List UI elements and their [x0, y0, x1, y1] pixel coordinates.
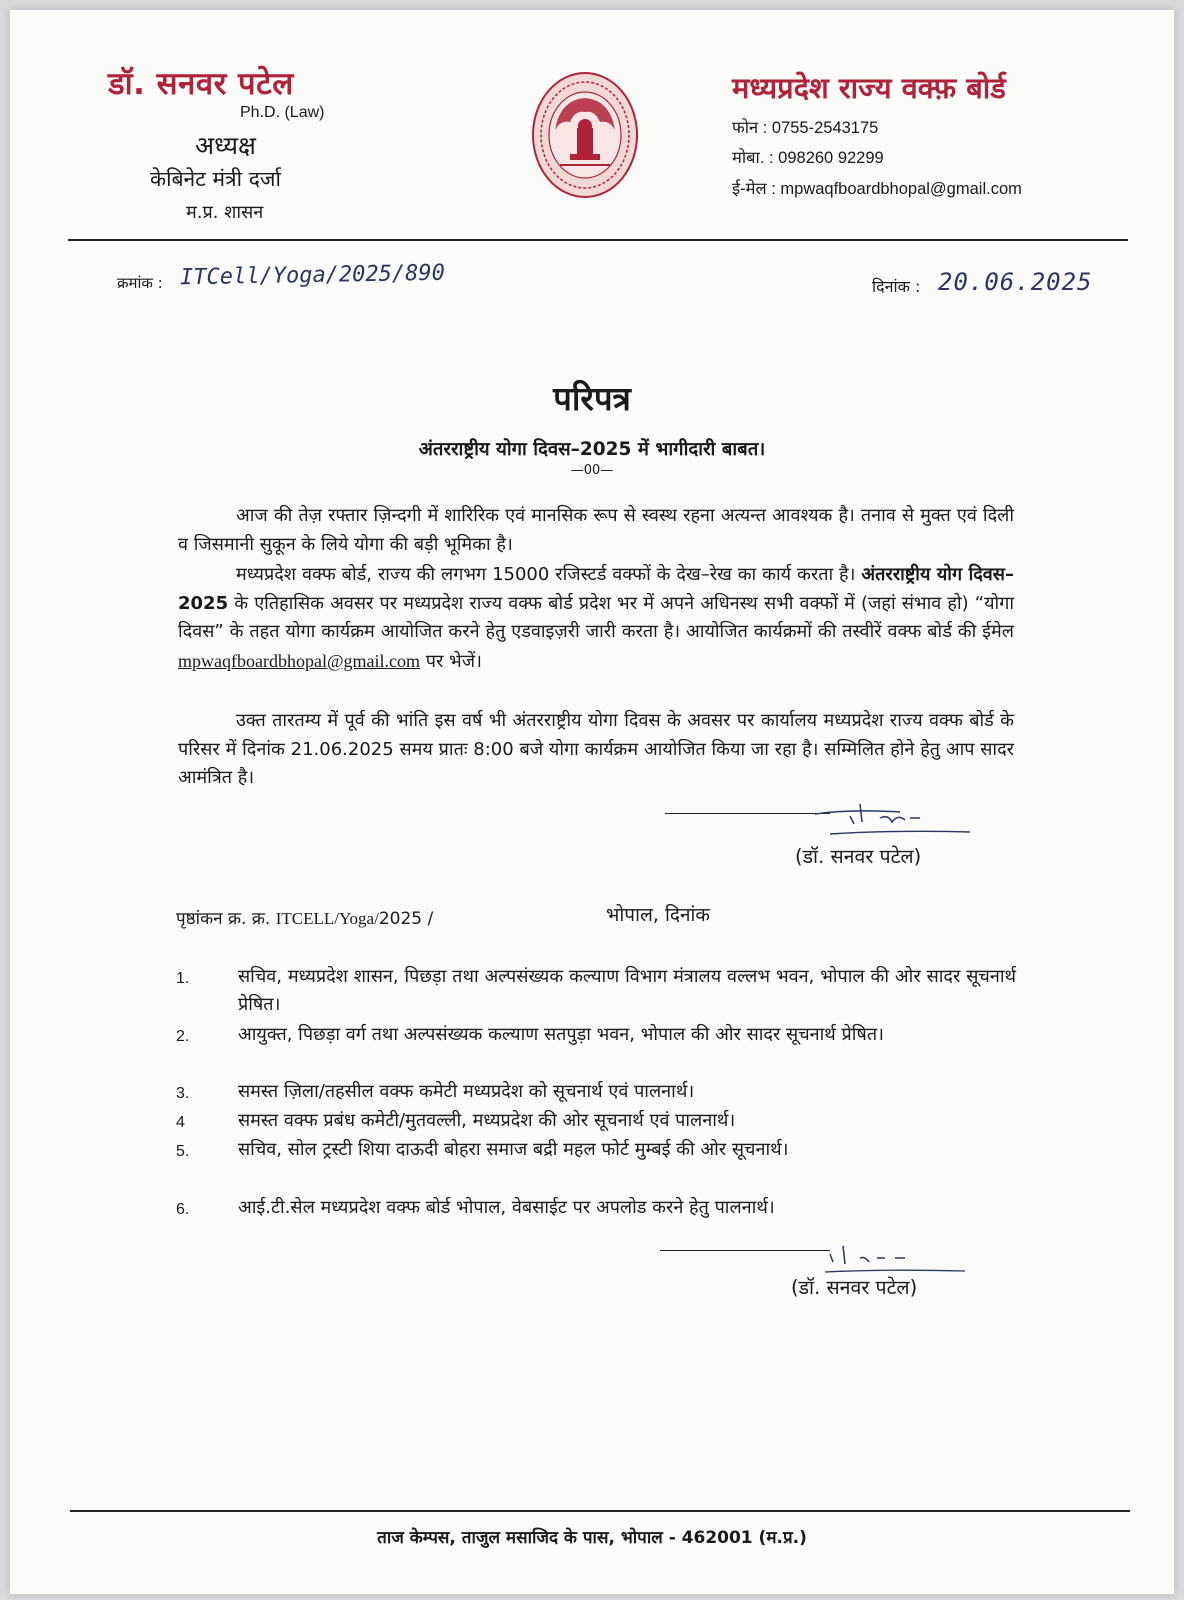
- date-label: दिनांक :: [872, 277, 921, 296]
- paragraph-1: आज की तेज़ रफ्तार ज़िन्दगी में शारिरिक एवं मानसिक रूप से स्वस्थ रहना अत्यन्त आवश्यक है। तनाव से मुक्त एवं दिली व जिसमानी सुकून के लिये योगा की बड़ी भूमिका है।: [178, 505, 1014, 555]
- chairman-rank: केबिनेट मंत्री दर्जा: [150, 167, 281, 191]
- board-phone: फोन : 0755-2543175: [732, 119, 879, 137]
- board-email: ई-मेल : mpwaqfboardbhopal@gmail.com: [732, 180, 1022, 198]
- endorsement-ref-year: 2025 /: [378, 909, 434, 929]
- paragraph-2: [178, 561, 1014, 676]
- list-item: 6. आई.टी.सेल मध्यप्रदेश वक्फ बोर्ड भोपाल, वेबसाईट पर अपलोड करने हेतु पालनार्थ।: [176, 1197, 775, 1218]
- endorsement-ref-code: ITCELL/Yoga/: [275, 909, 379, 928]
- circular-title: परिपत्र: [553, 379, 631, 418]
- reference-number-handwritten: ITCell/Yoga/2025/890: [179, 260, 446, 291]
- chairman-designation: अध्यक्ष: [195, 131, 256, 160]
- board-mobile: मोबा. : 098260 92299: [732, 149, 884, 167]
- paragraph-3: उक्त तारतम्य में पूर्व की भांति इस वर्ष भी अंतरराष्ट्रीय योगा दिवस के अवसर पर कार्यालय मध्यप्रदेश राज्य वक्फ बोर्ड के परिसर में दिनांक 21.06.2025 समय प्रातः 8:00 बजे योगा कार्यक्रम आयोजित किया जा रहा है। सम्मिलित होने हेतु आप सादर आमंत्रित है।: [178, 710, 1014, 788]
- circular-subject: अंतरराष्ट्रीय योगा दिवस–2025 में भागीदारी बाबत।: [418, 439, 766, 460]
- list-item: 4 समस्त वक्फ प्रबंध कमेटी/मुतवल्ली, मध्यप्रदेश की ओर सूचनार्थ एवं पालनार्थ।: [176, 1110, 736, 1131]
- list-item: 3. समस्त ज़िला/तहसील वक्फ कमेटी मध्यप्रदेश को सूचनार्थ एवं पालनार्थ।: [176, 1081, 695, 1102]
- board-name: मध्यप्रदेश राज्य वक्फ़ बोर्ड: [732, 71, 1006, 105]
- signatory-name-2: (डॉ. सनवर पटेल): [791, 1276, 918, 1299]
- paragraph-2-part-a: मध्यप्रदेश वक्फ बोर्ड, राज्य की लगभग 15000 रजिस्टर्ड वक्फों के देख–रेख का कार्य करता है।: [236, 564, 856, 585]
- chairman-name: डॉ. सनवर पटेल: [108, 66, 294, 102]
- letter-page: [10, 10, 1174, 1594]
- government-label: म.प्र. शासन: [186, 202, 264, 223]
- endorsement-ref-prefix: पृष्ठांकन क्र. क्र.: [176, 909, 271, 929]
- paragraph-2-part-b: के एतिहासिक अवसर पर मध्यप्रदेश राज्य वक्फ बोर्ड प्रदेश भर में अपने अधिनस्थ सभी वक्फों में (जहां संभाव हो) “योगा दिवस” के तहत योगा कार्यक्रम आयोजित करने हेतु एडवाइज़री जारी करता है। आयोजित कार्यक्रमों की तस्वीरें वक्फ बोर्ड की ईमेल: [178, 592, 1014, 642]
- list-item: 5. सचिव, सोल ट्रस्टी शिया दाऊदी बोहरा समाज बद्री महल फोर्ट मुम्बई की ओर सूचनार्थ।: [176, 1139, 789, 1160]
- state-emblem-seal-icon: [530, 70, 640, 200]
- reference-label: क्रमांक :: [117, 274, 163, 292]
- footer-divider: [70, 1510, 1130, 1512]
- paragraph-2-email-link[interactable]: mpwaqfboardbhopal@gmail.com: [178, 650, 421, 671]
- date-value-handwritten: 20.06.2025: [938, 268, 1093, 296]
- list-item: 2. आयुक्त, पिछड़ा वर्ग तथा अल्पसंख्यक कल्याण सतपुड़ा भवन, भोपाल की ओर सादर सूचनार्थ प्रेषित।: [176, 1024, 884, 1045]
- endorsement-reference: [176, 906, 433, 929]
- header-divider: [68, 239, 1128, 241]
- subject-separator: —00—: [570, 463, 614, 478]
- list-item: 1. सचिव, मध्यप्रदेश शासन, पिछड़ा तथा अल्पसंख्यक कल्याण विभाग मंत्रालय वल्लभ भवन, भोपाल की ओर सादर सूचनार्थ प्रेषित।: [176, 966, 1016, 1015]
- paragraph-2-part-c: पर भेजें।: [425, 650, 482, 672]
- footer-address: ताज केम्पस, ताजुल मसाजिद के पास, भोपाल - 462001 (म.प्र.): [377, 1528, 807, 1548]
- chairman-degree: Ph.D. (Law): [240, 104, 325, 121]
- signatory-name-1: (डॉ. सनवर पटेल): [795, 845, 922, 868]
- endorsement-place-date: भोपाल, दिनांक: [606, 904, 711, 926]
- paragraph-2-bold: अंतरराष्ट्रीय योग दिवस–2025: [178, 564, 1014, 614]
